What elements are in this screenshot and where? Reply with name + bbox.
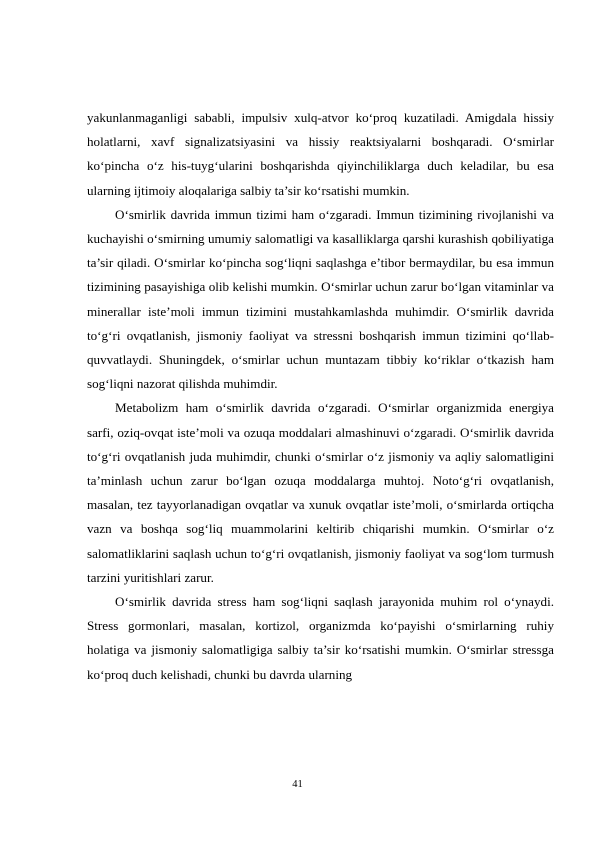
- body-text: [87, 106, 554, 687]
- paragraph-continuation: yakunlanmaganligi sababli, impulsiv xulq-atvor ko‘proq kuzatiladi. Amigdala hissiy holatlarni, xavf signalizatsiyasini va hissiy reaktsiyalarni boshqaradi. O‘smirlar ko‘pincha o‘z his-tuyg‘ularini boshqarishda qiyinchiliklarga duch keladilar, bu esa ularning ijtimoiy aloqalariga salbiy ta’sir ko‘rsatishi mumkin.: [87, 110, 554, 198]
- paragraph-metabolism: Metabolizm ham o‘smirlik davrida o‘zgaradi. O‘smirlar organizmida energiya sarfi, oziq-ovqat iste’moli va ozuqa moddalari almashinuvi o‘zgaradi. O‘smirlik davrida to‘g‘ri ovqatlanish juda muhimdir, chunki o‘smirlar o‘z jismoniy va aqliy salomatligini ta’minlash uchun zarur bo‘lgan ozuqa moddalarga muhtoj. Noto‘g‘ri ovqatlanish, masalan, tez tayyorlanadigan ovqatlar va xunuk ovqatlar iste’moli, o‘smirlarda ortiqcha vazn va boshqa sog‘liq muammolarini keltirib chiqarishi mumkin. O‘smirlar o‘z salomatliklarini saqlash uchun to‘g‘ri ovqatlanish, jismoniy faoliyat va sog‘lom turmush tarzini yuritishlari zarur.: [87, 400, 554, 585]
- page-number: 41: [292, 779, 303, 790]
- paragraph-immune-system: O‘smirlik davrida immun tizimi ham o‘zgaradi. Immun tizimining rivojlanishi va kuchayishi o‘smirning umumiy salomatligi va kasalliklarga qarshi kurashish qobiliyatiga ta’sir qiladi. O‘smirlar ko‘pincha sog‘liqni saqlashga e’tibor bermaydilar, bu esa immun tizimining pasayishiga olib kelishi mumkin. O‘smirlar uchun zarur bo‘lgan vitaminlar va minerallar iste’moli immun tizimini mustahkamlashda muhimdir. O‘smirlik davrida to‘g‘ri ovqatlanish, jismoniy faoliyat va stressni boshqarish immun tizimini qo‘llab-quvvatlaydi. Shuningdek, o‘smirlar uchun muntazam tibbiy ko‘riklar o‘tkazish ham sog‘liqni nazorat qilishda muhimdir.: [87, 206, 554, 392]
- paragraph-stress: O‘smirlik davrida stress ham sog‘liqni saqlash jarayonida muhim rol o‘ynaydi. Stress gormonlari, masalan, kortizol, organizmda ko‘payishi o‘smirlarning ruhiy holatiga va jismoniy salomatligiga salbiy ta’sir ko‘rsatishi mumkin. O‘smirlar stressga ko‘proq duch kelishadi, chunki bu davrda ularning: [87, 594, 554, 682]
